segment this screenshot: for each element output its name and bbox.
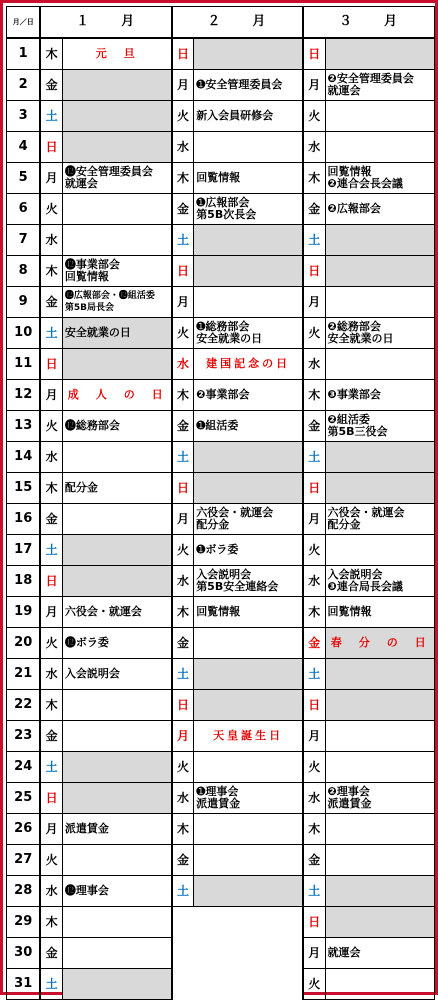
weekday-2: 火 bbox=[172, 752, 194, 783]
day-row bbox=[7, 845, 435, 876]
day-row bbox=[7, 690, 435, 721]
weekday-3: 木 bbox=[303, 380, 325, 411]
weekday-2: 木 bbox=[172, 814, 194, 845]
day-number: 13 bbox=[7, 411, 41, 442]
weekday-3: 金 bbox=[303, 845, 325, 876]
weekday-1: 月 bbox=[40, 380, 62, 411]
event-cell-1: 安全就業の日 bbox=[62, 318, 171, 349]
weekday-1: 水 bbox=[40, 876, 62, 907]
weekday-1: 木 bbox=[40, 473, 62, 504]
weekday-3: 日 bbox=[303, 690, 325, 721]
weekday-1: 土 bbox=[40, 969, 62, 1000]
event-cell-3: ❷広報部会 bbox=[325, 194, 434, 225]
weekday-1: 日 bbox=[40, 783, 62, 814]
event-cell-1 bbox=[62, 101, 171, 132]
weekday-2: 日 bbox=[172, 690, 194, 721]
month-header-1: １ 月 bbox=[40, 7, 171, 39]
weekday-2: 月 bbox=[172, 504, 194, 535]
event-cell-3 bbox=[325, 752, 434, 783]
weekday-3: 火 bbox=[303, 318, 325, 349]
event-cell-1 bbox=[62, 845, 171, 876]
day-number: 2 bbox=[7, 70, 41, 101]
weekday-3: 水 bbox=[303, 349, 325, 380]
weekday-2: 火 bbox=[172, 535, 194, 566]
day-number: 29 bbox=[7, 907, 41, 938]
weekday-3: 火 bbox=[303, 535, 325, 566]
event-cell-2: ➊総務部会 安全就業の日 bbox=[194, 318, 303, 349]
event-cell-2: 入会説明会 第5B安全連絡会 bbox=[194, 566, 303, 597]
day-row bbox=[7, 411, 435, 442]
corner-header: 月／日 bbox=[7, 7, 41, 39]
month-header-3: ３ 月 bbox=[303, 7, 434, 39]
event-cell-3: 春 分 の 日 bbox=[325, 628, 434, 659]
day-number: 6 bbox=[7, 194, 41, 225]
weekday-1: 火 bbox=[40, 845, 62, 876]
event-cell-2: 新入会員研修会 bbox=[194, 101, 303, 132]
event-cell-1 bbox=[62, 504, 171, 535]
weekday-3: 火 bbox=[303, 101, 325, 132]
day-number: 21 bbox=[7, 659, 41, 690]
weekday-2: 火 bbox=[172, 101, 194, 132]
day-row bbox=[7, 721, 435, 752]
event-cell-2 bbox=[194, 628, 303, 659]
weekday-3: 木 bbox=[303, 597, 325, 628]
weekday-2: 土 bbox=[172, 876, 194, 907]
event-cell-1 bbox=[62, 721, 171, 752]
calendar-table bbox=[6, 6, 435, 1000]
weekday-1: 金 bbox=[40, 287, 62, 318]
event-cell-3 bbox=[325, 256, 434, 287]
event-cell-1 bbox=[62, 442, 171, 473]
event-cell-1 bbox=[62, 132, 171, 163]
day-number: 28 bbox=[7, 876, 41, 907]
weekday-2: 水 bbox=[172, 132, 194, 163]
event-cell-3: 六役会・就運会 配分金 bbox=[325, 504, 434, 535]
day-number: 30 bbox=[7, 938, 41, 969]
event-cell-1 bbox=[62, 752, 171, 783]
event-cell-2 bbox=[194, 225, 303, 256]
day-number: 20 bbox=[7, 628, 41, 659]
weekday-1: 月 bbox=[40, 597, 62, 628]
day-row bbox=[7, 504, 435, 535]
weekday-3: 日 bbox=[303, 907, 325, 938]
weekday-3: 土 bbox=[303, 876, 325, 907]
weekday-2: 金 bbox=[172, 628, 194, 659]
day-number: 18 bbox=[7, 566, 41, 597]
weekday-3: 土 bbox=[303, 659, 325, 690]
day-row bbox=[7, 287, 435, 318]
header-row bbox=[7, 7, 435, 39]
weekday-1: 金 bbox=[40, 721, 62, 752]
event-cell-2 bbox=[194, 132, 303, 163]
day-number: 12 bbox=[7, 380, 41, 411]
day-row bbox=[7, 628, 435, 659]
weekday-1: 水 bbox=[40, 225, 62, 256]
weekday-3: 土 bbox=[303, 442, 325, 473]
day-number: 15 bbox=[7, 473, 41, 504]
event-cell-3 bbox=[325, 38, 434, 70]
event-cell-2 bbox=[194, 256, 303, 287]
day-row bbox=[7, 597, 435, 628]
event-cell-2 bbox=[194, 473, 303, 504]
weekday-3: 月 bbox=[303, 504, 325, 535]
event-cell-2: 回覧情報 bbox=[194, 597, 303, 628]
weekday-3: 金 bbox=[303, 194, 325, 225]
event-cell-3 bbox=[325, 690, 434, 721]
day-number: 22 bbox=[7, 690, 41, 721]
day-row bbox=[7, 256, 435, 287]
event-cell-1: 六役会・就運会 bbox=[62, 597, 171, 628]
event-cell-3 bbox=[325, 876, 434, 907]
event-cell-3 bbox=[325, 907, 434, 938]
weekday-2: 日 bbox=[172, 38, 194, 70]
event-cell-2 bbox=[194, 752, 303, 783]
event-cell-1: 配分金 bbox=[62, 473, 171, 504]
event-cell-2: 回覧情報 bbox=[194, 163, 303, 194]
event-cell-2 bbox=[194, 38, 303, 70]
weekday-3: 土 bbox=[303, 225, 325, 256]
event-cell-3 bbox=[325, 442, 434, 473]
day-row bbox=[7, 163, 435, 194]
weekday-1: 金 bbox=[40, 70, 62, 101]
day-number: 25 bbox=[7, 783, 41, 814]
weekday-1: 土 bbox=[40, 318, 62, 349]
event-cell-2 bbox=[194, 876, 303, 907]
event-cell-1: ⓬総務部会 bbox=[62, 411, 171, 442]
weekday-1: 日 bbox=[40, 566, 62, 597]
event-cell-1 bbox=[62, 225, 171, 256]
event-cell-1: ⓬事業部会 回覧情報 bbox=[62, 256, 171, 287]
weekday-2: 月 bbox=[172, 70, 194, 101]
event-cell-1: ⓬安全管理委員会 就運会 bbox=[62, 163, 171, 194]
weekday-3: 月 bbox=[303, 287, 325, 318]
event-cell-1 bbox=[62, 690, 171, 721]
event-cell-2 bbox=[194, 287, 303, 318]
weekday-2: 木 bbox=[172, 597, 194, 628]
weekday-2: 日 bbox=[172, 256, 194, 287]
event-cell-1: ⓬広報部会・⓬組活委 第5B局長会 bbox=[62, 287, 171, 318]
day-row bbox=[7, 876, 435, 907]
weekday-1: 水 bbox=[40, 442, 62, 473]
event-cell-2: 建国記念の日 bbox=[194, 349, 303, 380]
day-number: 16 bbox=[7, 504, 41, 535]
weekday-1: 土 bbox=[40, 535, 62, 566]
day-row bbox=[7, 783, 435, 814]
weekday-3: 月 bbox=[303, 721, 325, 752]
day-row bbox=[7, 814, 435, 845]
day-number: 4 bbox=[7, 132, 41, 163]
weekday-2: 土 bbox=[172, 225, 194, 256]
day-row bbox=[7, 194, 435, 225]
event-cell-3 bbox=[325, 101, 434, 132]
event-cell-2: ➊広報部会 第5B次長会 bbox=[194, 194, 303, 225]
event-cell-1: ⓬ボラ委 bbox=[62, 628, 171, 659]
weekday-3: 水 bbox=[303, 566, 325, 597]
weekday-2: 木 bbox=[172, 163, 194, 194]
event-cell-2 bbox=[194, 690, 303, 721]
weekday-3: 月 bbox=[303, 70, 325, 101]
event-cell-1: ⓬理事会 bbox=[62, 876, 171, 907]
day-number: 8 bbox=[7, 256, 41, 287]
weekday-1: 火 bbox=[40, 628, 62, 659]
event-cell-3: ❷理事会 派遣賃金 bbox=[325, 783, 434, 814]
weekday-2: 月 bbox=[172, 721, 194, 752]
day-row bbox=[7, 659, 435, 690]
event-cell-3 bbox=[325, 814, 434, 845]
weekday-3: 日 bbox=[303, 473, 325, 504]
day-number: 11 bbox=[7, 349, 41, 380]
event-cell-1: 成 人 の 日 bbox=[62, 380, 171, 411]
day-row bbox=[7, 566, 435, 597]
day-row bbox=[7, 473, 435, 504]
weekday-1: 月 bbox=[40, 163, 62, 194]
weekday-3: 金 bbox=[303, 411, 325, 442]
day-row bbox=[7, 225, 435, 256]
event-cell-2: ➊ボラ委 bbox=[194, 535, 303, 566]
day-row bbox=[7, 101, 435, 132]
event-cell-1 bbox=[62, 907, 171, 938]
day-number: 7 bbox=[7, 225, 41, 256]
day-row bbox=[7, 752, 435, 783]
event-cell-3: 入会説明会 ❸連合局長会議 bbox=[325, 566, 434, 597]
weekday-1: 火 bbox=[40, 411, 62, 442]
event-cell-3 bbox=[325, 721, 434, 752]
event-cell-2 bbox=[194, 814, 303, 845]
event-cell-1 bbox=[62, 194, 171, 225]
event-cell-2: 六役会・就運会 配分金 bbox=[194, 504, 303, 535]
day-number: 26 bbox=[7, 814, 41, 845]
weekday-2: 土 bbox=[172, 659, 194, 690]
event-cell-3 bbox=[325, 132, 434, 163]
month-header-2: ２ 月 bbox=[172, 7, 303, 39]
event-cell-3 bbox=[325, 535, 434, 566]
weekday-1: 土 bbox=[40, 101, 62, 132]
event-cell-1 bbox=[62, 535, 171, 566]
event-cell-1 bbox=[62, 566, 171, 597]
day-number: 14 bbox=[7, 442, 41, 473]
event-cell-2 bbox=[194, 659, 303, 690]
event-cell-3: ❷組活委 第5B三役会 bbox=[325, 411, 434, 442]
day-row bbox=[7, 349, 435, 380]
day-row bbox=[7, 70, 435, 101]
weekday-1: 土 bbox=[40, 752, 62, 783]
day-row bbox=[7, 442, 435, 473]
weekday-3: 金 bbox=[303, 628, 325, 659]
weekday-3: 水 bbox=[303, 783, 325, 814]
day-row bbox=[7, 38, 435, 70]
event-cell-3 bbox=[325, 659, 434, 690]
weekday-1: 月 bbox=[40, 814, 62, 845]
weekday-1: 金 bbox=[40, 504, 62, 535]
event-cell-1: 元 旦 bbox=[62, 38, 171, 70]
day-row bbox=[7, 907, 435, 938]
weekday-1: 木 bbox=[40, 690, 62, 721]
event-cell-1: 派遣賃金 bbox=[62, 814, 171, 845]
weekday-1: 日 bbox=[40, 132, 62, 163]
event-cell-3: 回覧情報 bbox=[325, 597, 434, 628]
event-cell-1 bbox=[62, 783, 171, 814]
weekday-2: 金 bbox=[172, 194, 194, 225]
weekday-2: 月 bbox=[172, 287, 194, 318]
event-cell-3 bbox=[325, 473, 434, 504]
day-number: 19 bbox=[7, 597, 41, 628]
event-cell-3 bbox=[325, 845, 434, 876]
event-cell-3: 就運会 bbox=[325, 938, 434, 969]
weekday-3: 火 bbox=[303, 969, 325, 1000]
weekday-2: 金 bbox=[172, 845, 194, 876]
weekday-2: 木 bbox=[172, 380, 194, 411]
weekday-3: 木 bbox=[303, 814, 325, 845]
empty-days-block bbox=[172, 907, 303, 1000]
event-cell-2: ➊組活委 bbox=[194, 411, 303, 442]
weekday-1: 日 bbox=[40, 349, 62, 380]
event-cell-2: ➊安全管理委員会 bbox=[194, 70, 303, 101]
event-cell-3: 回覧情報 ❷連合会長会議 bbox=[325, 163, 434, 194]
day-row bbox=[7, 535, 435, 566]
weekday-2: 水 bbox=[172, 349, 194, 380]
event-cell-2: ❷事業部会 bbox=[194, 380, 303, 411]
weekday-1: 金 bbox=[40, 938, 62, 969]
weekday-1: 火 bbox=[40, 194, 62, 225]
day-number: 1 bbox=[7, 38, 41, 70]
event-cell-1 bbox=[62, 70, 171, 101]
day-number: 17 bbox=[7, 535, 41, 566]
day-number: 31 bbox=[7, 969, 41, 1000]
weekday-2: 土 bbox=[172, 442, 194, 473]
weekday-1: 水 bbox=[40, 659, 62, 690]
day-number: 3 bbox=[7, 101, 41, 132]
weekday-3: 日 bbox=[303, 38, 325, 70]
event-cell-3: ❸事業部会 bbox=[325, 380, 434, 411]
day-number: 10 bbox=[7, 318, 41, 349]
event-cell-3 bbox=[325, 287, 434, 318]
weekday-2: 水 bbox=[172, 783, 194, 814]
weekday-2: 金 bbox=[172, 411, 194, 442]
weekday-1: 木 bbox=[40, 907, 62, 938]
event-cell-2: 天皇誕生日 bbox=[194, 721, 303, 752]
day-row bbox=[7, 132, 435, 163]
event-cell-3 bbox=[325, 349, 434, 380]
weekday-1: 木 bbox=[40, 256, 62, 287]
weekday-1: 木 bbox=[40, 38, 62, 70]
event-cell-3 bbox=[325, 225, 434, 256]
event-cell-1: 入会説明会 bbox=[62, 659, 171, 690]
weekday-2: 火 bbox=[172, 318, 194, 349]
event-cell-1 bbox=[62, 938, 171, 969]
day-row bbox=[7, 380, 435, 411]
weekday-3: 日 bbox=[303, 256, 325, 287]
event-cell-3: ❷安全管理委員会 就運会 bbox=[325, 70, 434, 101]
day-number: 27 bbox=[7, 845, 41, 876]
event-cell-2: ➊理事会 派遣賃金 bbox=[194, 783, 303, 814]
event-cell-2 bbox=[194, 845, 303, 876]
day-number: 24 bbox=[7, 752, 41, 783]
weekday-3: 火 bbox=[303, 752, 325, 783]
weekday-3: 月 bbox=[303, 938, 325, 969]
day-number: 5 bbox=[7, 163, 41, 194]
day-number: 23 bbox=[7, 721, 41, 752]
weekday-2: 日 bbox=[172, 473, 194, 504]
event-cell-1 bbox=[62, 349, 171, 380]
day-row bbox=[7, 318, 435, 349]
weekday-3: 木 bbox=[303, 163, 325, 194]
day-number: 9 bbox=[7, 287, 41, 318]
event-cell-2 bbox=[194, 442, 303, 473]
event-cell-3: ❷総務部会 安全就業の日 bbox=[325, 318, 434, 349]
weekday-3: 水 bbox=[303, 132, 325, 163]
weekday-2: 水 bbox=[172, 566, 194, 597]
